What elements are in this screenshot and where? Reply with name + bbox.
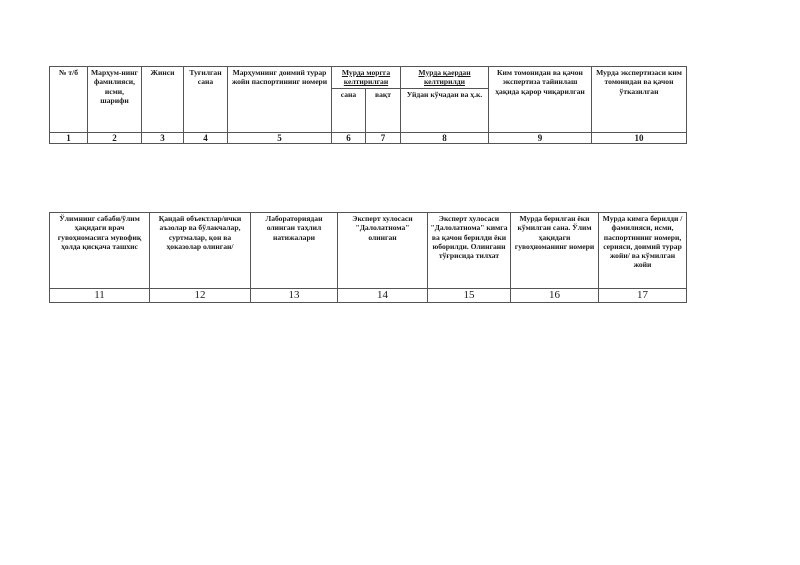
- col-number: 4: [184, 132, 228, 143]
- col-header-recipient-burial-place: Мурда кимга берилди /фамилияси, исми, паспортининг номери, серияси, доимий турар жойи/ ва кўмилган жойи: [599, 213, 687, 289]
- col-number: 7: [366, 132, 401, 143]
- col-number: 17: [599, 289, 687, 303]
- register-table-part-1: [49, 66, 687, 144]
- col-header-number: № т/б: [50, 67, 88, 133]
- col-number: 16: [511, 289, 599, 303]
- col-header-full-name: Марҳум-нинг фамилияси, исми, шарифи: [88, 67, 142, 133]
- col-header-date: сана: [332, 88, 366, 132]
- col-number: 3: [142, 132, 184, 143]
- register-table-part-2: [49, 212, 687, 303]
- col-number: 9: [489, 132, 592, 143]
- col-number: 8: [401, 132, 489, 143]
- col-number: 6: [332, 132, 366, 143]
- col-number: 2: [88, 132, 142, 143]
- col-header-expertise-performed: Мурда экспертизаси ким томонидан ва қачон ўтказилган: [592, 67, 687, 133]
- col-number: 11: [50, 289, 150, 303]
- col-number: 1: [50, 132, 88, 143]
- col-number: 15: [428, 289, 511, 303]
- col-header-samples-taken: Қандай объектлар/ички аъзолар ва бўлакчалар, суртмалар, қон ва ҳоказолар олинган/: [150, 213, 251, 289]
- col-header-expertise-order: Ким томонидан ва қачон экспертиза тайинлаш ҳақида қарор чиқарилган: [489, 67, 592, 133]
- col-header-time: вақт: [366, 88, 401, 132]
- col-number: 5: [228, 132, 332, 143]
- col-header-expert-conclusion: Эксперт хулосаси "Далолатнома" олинган: [338, 213, 428, 289]
- col-header-lab-results: Лабораториядан олинган таҳлил натижалари: [251, 213, 338, 289]
- col-number: 14: [338, 289, 428, 303]
- col-header-sex: Жинси: [142, 67, 184, 133]
- col-header-burial-date: Мурда берилган ёки кўмилган сана. Ўлим ҳақидаги гувоҳноманинг номери: [511, 213, 599, 289]
- col-header-birth-date: Туғилган сана: [184, 67, 228, 133]
- col-header-address-passport: Марҳумнинг доимий турар жойи паспортининг номери: [228, 67, 332, 133]
- col-header-delivered-from-detail: Уйдан кўчадан ва ҳ.к.: [401, 88, 489, 132]
- col-header-delivered-from: Мурда қаердан келтирилди: [401, 67, 489, 89]
- col-header-delivered-to-morgue: Мурда моргга келтирилган: [332, 67, 401, 89]
- col-header-conclusion-delivery: Эксперт хулосаси "Далолатнома" кимга ва қачон берилди ёки юборилди. Олинганн тўғрисида тилхат: [428, 213, 511, 289]
- col-number: 10: [592, 132, 687, 143]
- col-number: 12: [150, 289, 251, 303]
- col-header-death-cause: Ўлимнинг сабаби/ўлим ҳақидаги врач гувоҳномасига мувофиқ ҳолда қисқача ташхис: [50, 213, 150, 289]
- col-number: 13: [251, 289, 338, 303]
